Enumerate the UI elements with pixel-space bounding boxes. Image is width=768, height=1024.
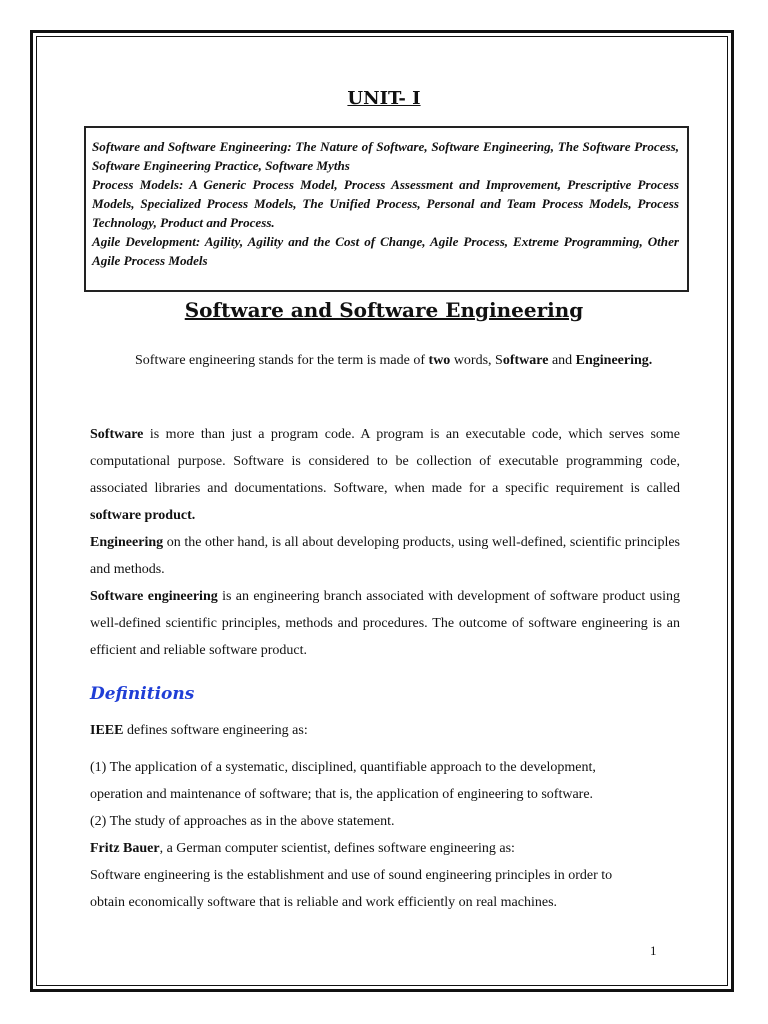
intro-text-1: Software engineering stands for the term is made of (135, 353, 429, 368)
intro-text-3: and (548, 353, 576, 368)
engineering-paragraph (90, 529, 680, 583)
bauer-term: Fritz Bauer (90, 841, 160, 856)
ieee-line (90, 717, 680, 744)
topics-box (84, 126, 689, 292)
definition-2: (2) The study of approaches as in the above statement. (90, 814, 395, 829)
intro-bold-two: two (428, 353, 451, 368)
definitions-paragraphs (90, 421, 680, 664)
intro-bold-software: oftware (502, 353, 549, 368)
bauer-line (90, 835, 650, 862)
topics-software: Software and Software Engineering: The Nature of Software, Software Engineering, The Software Process, Software Engineering Practice, Software Myths (92, 139, 679, 173)
software-engineering-text: is an engineering branch associated with development of software product using well-defined scientific principles, methods and procedures. The outcome of software engineering is an efficient and reliable software product. (90, 589, 681, 658)
page-number: 1 (650, 943, 657, 958)
engineering-term: Engineering (90, 535, 164, 550)
bauer-text: , a German computer scientist, defines software engineering as: (159, 841, 515, 856)
unit-title: UNIT- I (347, 88, 421, 109)
ieee-term: IEEE (90, 723, 124, 738)
software-engineering-paragraph (90, 583, 680, 664)
ieee-text: defines software engineering as: (123, 723, 308, 738)
intro-paragraph (90, 347, 680, 374)
software-product-term: software product. (90, 508, 196, 523)
definition-1: (1) The application of a systematic, disciplined, quantifiable approach to the development, operation and maintenance of software; that is, the application of engineering to software. (90, 760, 596, 802)
section-title: Software and Software Engineering (184, 298, 584, 322)
topics-agile: Agile Development: Agility, Agility and the Cost of Change, Agile Process, Extreme Programming, Other Agile Process Models (92, 234, 679, 268)
intro-bold-engineering: Engineering. (575, 353, 653, 368)
bauer-definition: Software engineering is the establishment and use of sound engineering principles in order to obtain economically software that is reliable and work efficiently on real machines. (90, 868, 613, 910)
engineering-text: on the other hand, is all about developing products, using well-defined, scientific principles and methods. (90, 535, 680, 577)
software-engineering-term: Software engineering (90, 589, 218, 604)
software-text: is more than just a program code. A program is an executable code, which serves some computational purpose. Software is considered to be collection of executable programming code, associated libraries and documentations. Software, when made for a specific requirement is called (90, 427, 680, 496)
definitions-list (90, 754, 650, 916)
software-paragraph (90, 421, 680, 529)
definitions-heading: Definitions (90, 684, 195, 704)
topics-process-models: Process Models: A Generic Process Model, Process Assessment and Improvement, Prescriptive Process Models, Specialized Process Models, The Unified Process, Personal and Team Process Models, Process Technology, Product and Process. (92, 177, 679, 230)
software-term: Software (90, 427, 144, 442)
intro-text-2: words, S (450, 353, 503, 368)
